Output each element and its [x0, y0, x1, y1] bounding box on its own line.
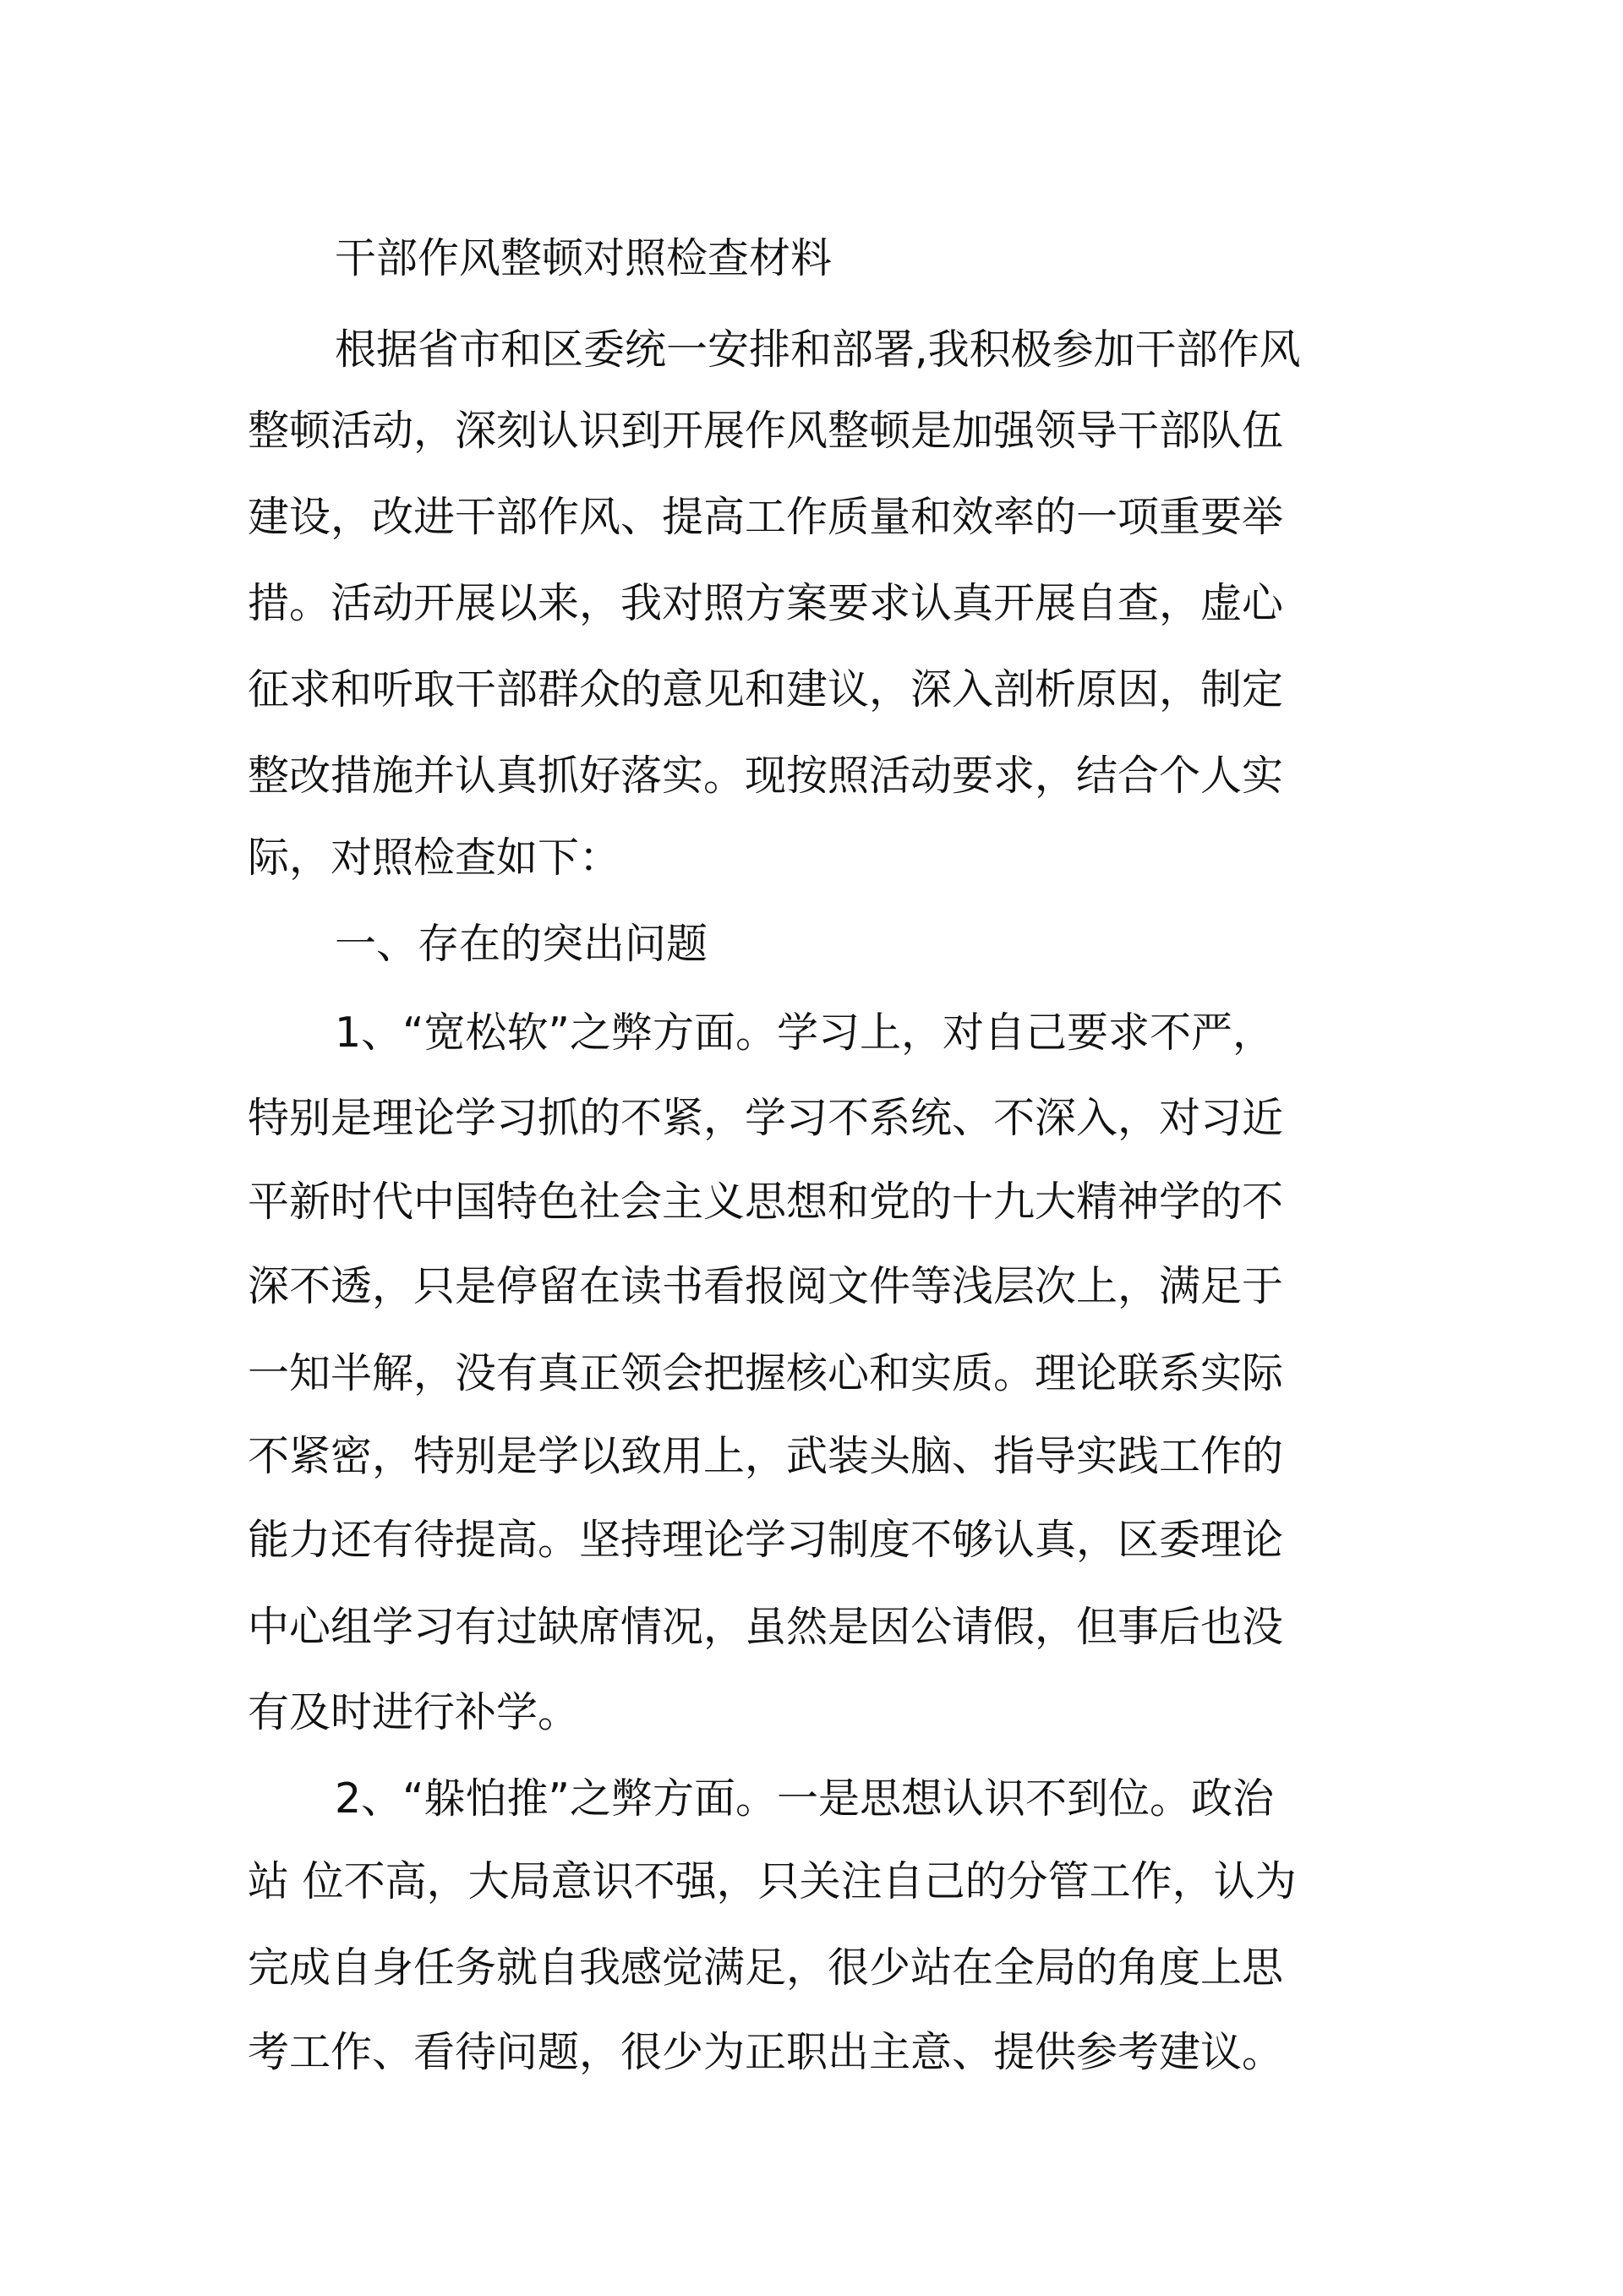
document-title: 干部作风整顿对照检查材料: [335, 234, 833, 282]
intro-line: 根据省市和区委统一安排和部署,我积极参加干部作风: [335, 325, 1301, 374]
item2-line: 考工作、看待问题，很少为正职出主意、提供参考建议。: [248, 2028, 1284, 2076]
item1-line: 中心组学习有过缺席情况，虽然是因公请假，但事后也没: [248, 1603, 1284, 1651]
item1-line: 1、“宽松软”之弊方面。学习上，对自己要求不严，: [335, 1009, 1274, 1057]
item1-line: 平新时代中国特色社会主义思想和党的十九大精神学的不: [248, 1178, 1284, 1226]
item2-line: 2、“躲怕推”之弊方面。一是思想认识不到位。政治: [335, 1774, 1274, 1823]
item1-line: 不紧密，特别是学以致用上，武装头脑、指导实践工作的: [248, 1432, 1284, 1480]
intro-line: 际，对照检查如下：: [248, 834, 621, 882]
item2-line: 完成自身任务就自我感觉满足，很少站在全局的角度上思: [248, 1943, 1284, 1992]
item1-line: 深不透，只是停留在读书看报阅文件等浅层次上，满足于: [248, 1262, 1284, 1310]
item1-line: 特别是理论学习抓的不紧，学习不系统、不深入，对习近: [248, 1094, 1284, 1142]
intro-line: 征求和听取干部群众的意见和建议，深入剖析原因，制定: [248, 665, 1284, 713]
section-heading: 一、存在的突出问题: [335, 920, 708, 968]
item1-line: 能力还有待提高。坚持理论学习制度不够认真，区委理论: [248, 1516, 1284, 1564]
intro-line: 整改措施并认真抓好落实。现按照活动要求，结合个人实: [248, 752, 1284, 800]
intro-line: 建设，改进干部作风、提高工作质量和效率的一项重要举: [248, 493, 1284, 541]
item1-line: 有及时进行补学。: [248, 1688, 580, 1736]
intro-line: 整顿活动，深刻认识到开展作风整顿是加强领导干部队伍: [248, 407, 1284, 455]
intro-line: 措。活动开展以来，我对照方案要求认真开展自查，虚心: [248, 579, 1284, 627]
item1-line: 一知半解，没有真正领会把握核心和实质。理论联系实际: [248, 1349, 1284, 1397]
item2-line: 站 位不高，大局意识不强，只关注自己的分管工作，认为: [248, 1857, 1297, 1905]
